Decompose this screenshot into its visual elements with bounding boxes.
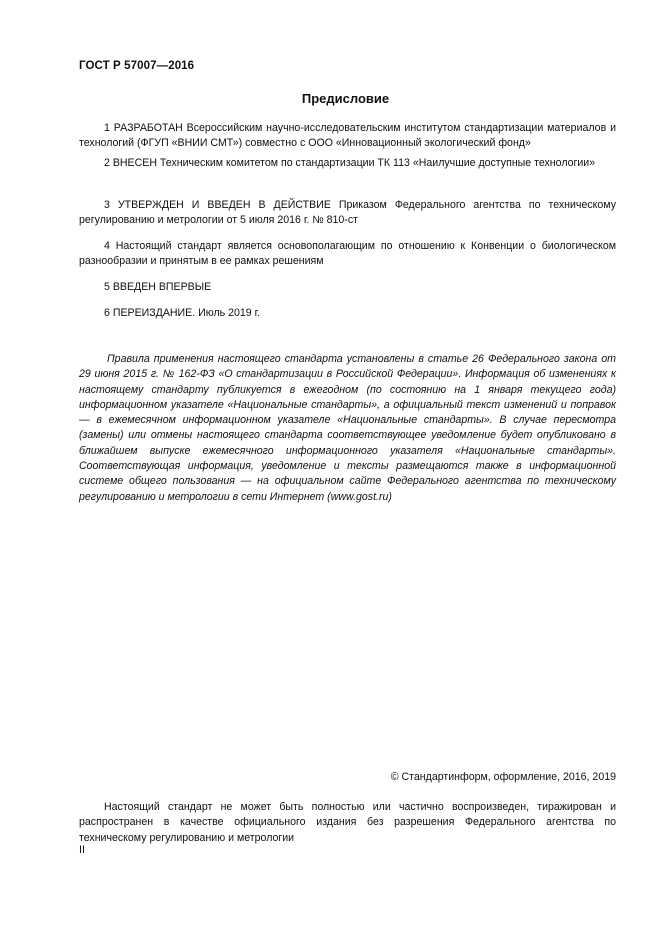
section-title: Предисловие	[301, 91, 390, 106]
document-code: ГОСТ Р 57007—2016	[79, 60, 195, 72]
reproduction-notice: Настоящий стандарт не может быть полностью или частично воспроизведен, тиражирован и распространен в качестве официального издания без разрешения Федерального агентства по техническому регулированию и метрологии	[79, 801, 616, 844]
preface-item-3: 3 УТВЕРЖДЕН И ВВЕДЕН В ДЕЙСТВИЕ Приказом Федерального агентства по техническому регулированию и метрологии от 5 июля 2016 г. № 810-ст	[79, 199, 616, 227]
preface-item-6: 6 ПЕРЕИЗДАНИЕ. Июль 2019 г.	[104, 307, 261, 319]
standard-usage-notice: Правила применения настоящего стандарта установлены в статье 26 Федерального закона от 29 июня 2015 г. № 162-ФЗ «О стандартизации в Российской Федерации». Информация об изменениях к настоящему стандарту публикуется в ежегодном (по состоянию на 1 января текущего года) информационном указателе «Национальные стандарты», а официальный текст изменений и поправок — в ежемесячном информационном указателе «Национальные стандарты». В случае пересмотра (замены) или отмены настоящего стандарта соответствующее уведомление будет опубликовано в ближайшем выпуске ежемесячного информационного указателя «Национальные стандарты». Соответствующая информация, уведомление и тексты размещаются также в информационной системе общего пользования — на официальном сайте Федерального агентства по техническому регулированию и метрологии в сети Интернет (www.gost.ru)	[79, 353, 616, 503]
copyright-line: © Стандартинформ, оформление, 2016, 2019	[390, 771, 616, 783]
preface-item-4: 4 Настоящий стандарт является основополагающим по отношению к Конвенции о биологическом разнообразии и принятым в ее рамках решениям	[79, 240, 616, 268]
preface-item-2: 2 ВНЕСЕН Техническим комитетом по стандартизации ТК 113 «Наилучшие доступные технологии»	[104, 157, 596, 169]
preface-item-5: 5 ВВЕДЕН ВПЕРВЫЕ	[104, 281, 212, 293]
preface-item-1: 1 РАЗРАБОТАН Всероссийским научно-исследовательским институтом стандартизации материалов и технологий (ФГУП «ВНИИ СМТ») совместно с ООО «Инновационный экологический фонд»	[79, 122, 616, 150]
page-number: II	[79, 844, 85, 856]
